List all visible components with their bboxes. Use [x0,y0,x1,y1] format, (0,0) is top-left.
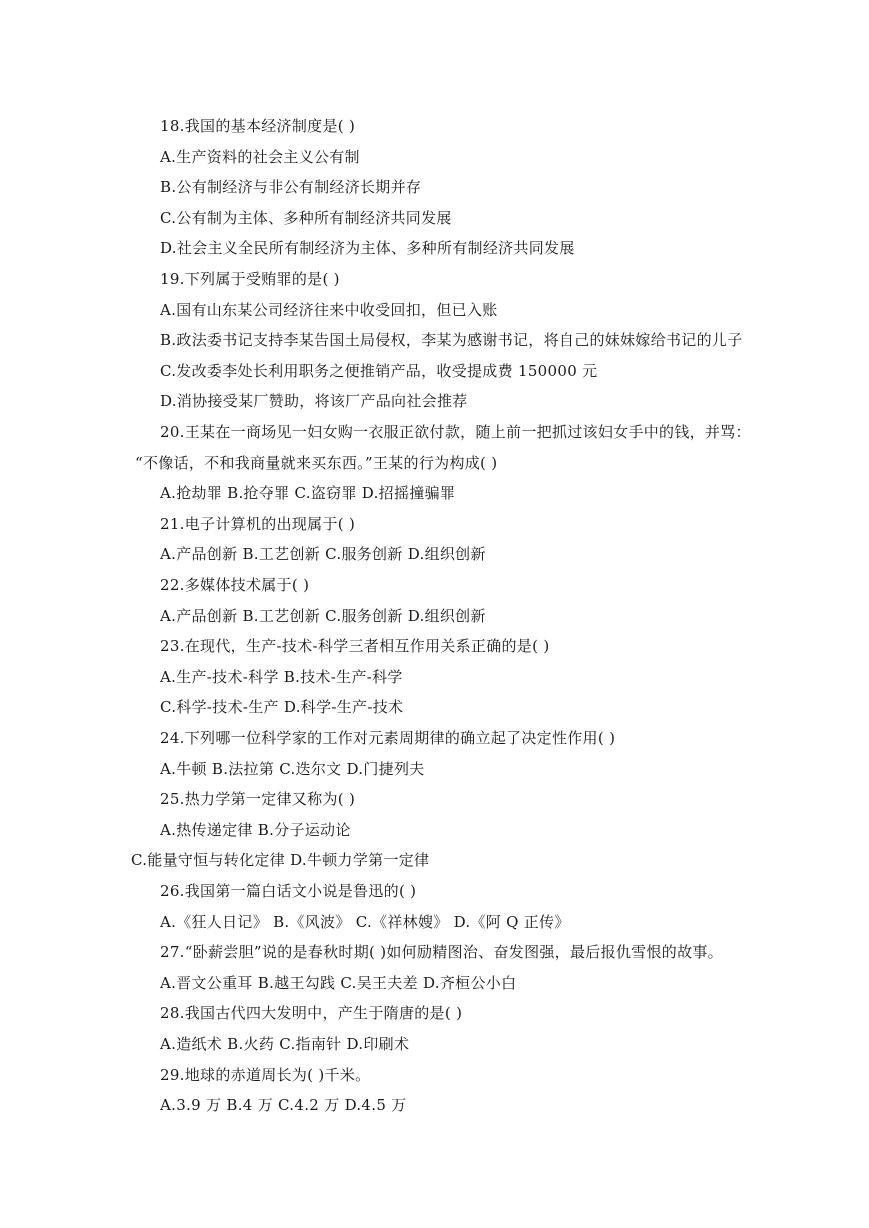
options-24: A.牛顿 B.法拉第 C.迭尔文 D.门捷列夫 [160,760,425,778]
question-22: 22.多媒体技术属于( ) [160,576,310,594]
options-20: A.抢劫罪 B.抢夺罪 C.盗窃罪 D.招摇撞骗罪 [160,484,456,502]
options-27: A.晋文公重耳 B.越王勾践 C.吴王夫差 D.齐桓公小白 [160,974,517,992]
option-18b: B.公有制经济与非公有制经济长期并存 [160,178,422,196]
question-28: 28.我国古代四大发明中，产生于隋唐的是( ) [160,1004,463,1022]
option-18d: D.社会主义全民所有制经济为主体、多种所有制经济共同发展 [160,239,575,257]
options-21: A.产品创新 B.工艺创新 C.服务创新 D.组织创新 [160,545,486,563]
options-28: A.造纸术 B.火药 C.指南针 D.印刷术 [160,1035,410,1053]
options-25-cd: C.能量守恒与转化定律 D.牛顿力学第一定律 [131,851,430,869]
option-19b: B.政法委书记支持李某告国土局侵权，李某为感谢书记，将自己的妹妹嫁给书记的儿子 [160,331,743,349]
options-25-ab: A.热传递定律 B.分子运动论 [160,821,351,839]
question-23: 23.在现代，生产-技术-科学三者相互作用关系正确的是( ) [160,637,550,655]
option-18a: A.生产资料的社会主义公有制 [160,148,360,166]
option-19c: C.发改委李处长利用职务之便推销产品，收受提成费 150000 元 [160,362,598,380]
question-25: 25.热力学第一定律又称为( ) [160,790,356,808]
option-18c: C.公有制为主体、多种所有制经济共同发展 [160,209,452,227]
question-18: 18.我国的基本经济制度是( ) [160,117,356,135]
question-27: 27.“卧薪尝胆”说的是春秋时期( )如何励精图治、奋发图强，最后报仇雪恨的故事。 [160,943,723,961]
question-19: 19.下列属于受贿罪的是( ) [160,270,340,288]
question-20-continued: “不像话，不和我商量就来买东西。”王某的行为构成( ) [135,454,498,472]
options-23-ab: A.生产-技术-科学 B.技术-生产-科学 [160,668,403,686]
options-23-cd: C.科学-技术-生产 D.科学-生产-技术 [160,698,404,716]
question-21: 21.电子计算机的出现属于( ) [160,515,356,533]
options-26: A.《狂人日记》 B.《风波》 C.《祥林嫂》 D.《阿 Q 正传》 [160,913,570,931]
option-19d: D.消协接受某厂赞助，将该厂产品向社会推荐 [160,392,468,410]
question-24: 24.下列哪一位科学家的工作对元素周期律的确立起了决定性作用( ) [160,729,616,747]
question-26: 26.我国第一篇白话文小说是鲁迅的( ) [160,882,417,900]
question-29: 29.地球的赤道周长为( )千米。 [160,1066,371,1084]
options-22: A.产品创新 B.工艺创新 C.服务创新 D.组织创新 [160,607,486,625]
options-29: A.3.9 万 B.4 万 C.4.2 万 D.4.5 万 [160,1096,407,1114]
question-20: 20.王某在一商场见一妇女购一衣服正欲付款，随上前一把抓过该妇女手中的钱，并骂： [160,423,751,441]
option-19a: A.国有山东某公司经济往来中收受回扣，但已入账 [160,301,498,319]
